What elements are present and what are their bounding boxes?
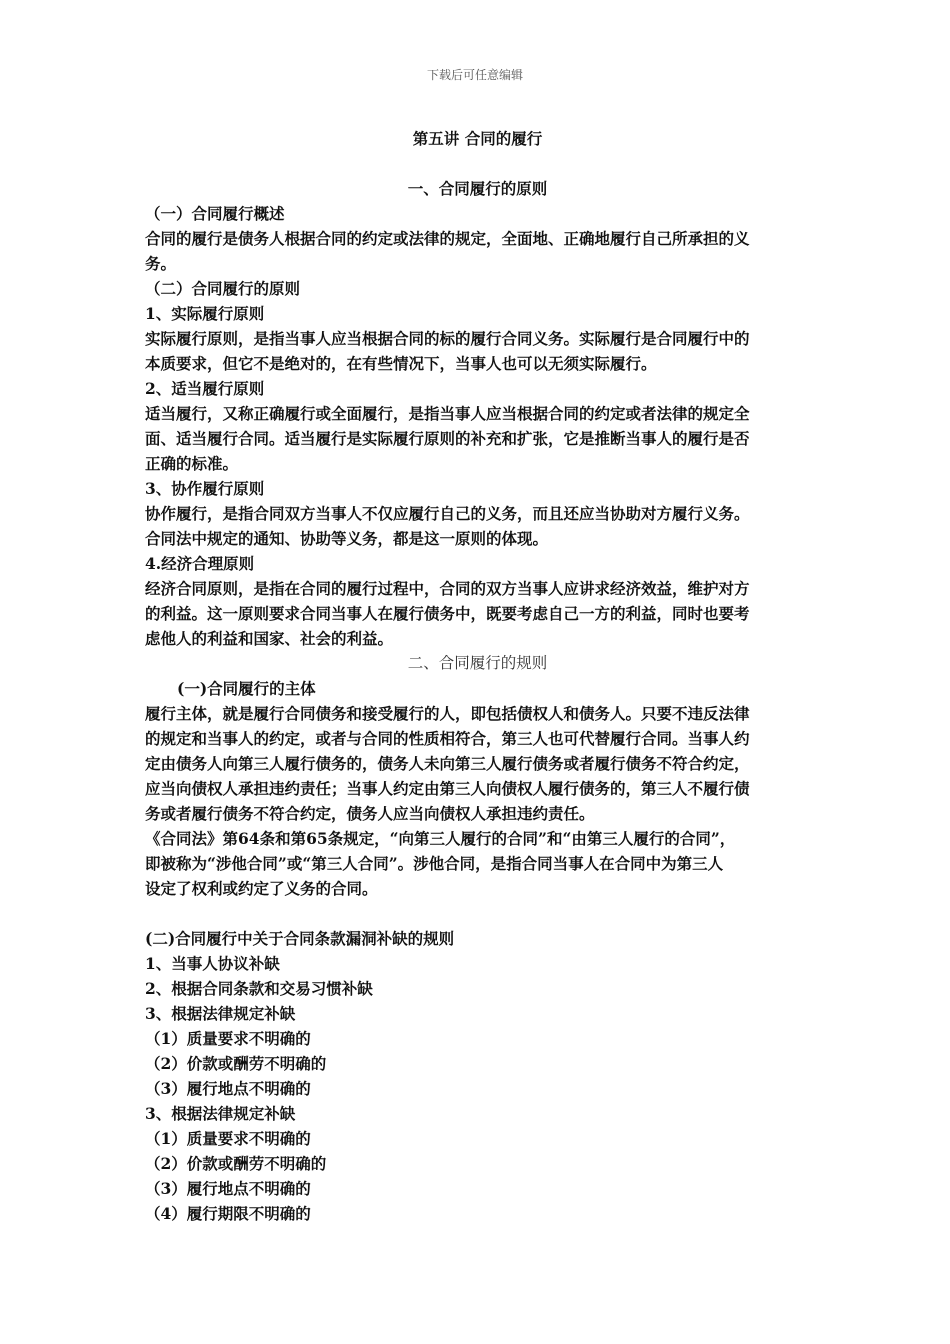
paragraph-line: 协作履行，是指合同双方当事人不仅应履行自己的义务，而且还应当协助对方履行义务。 [145, 504, 750, 523]
list-item: （1）质量要求不明确的 [145, 1029, 311, 1048]
principle-heading: 4.经济合理原则 [145, 554, 255, 573]
list-item: 3、根据法律规定补缺 [145, 1004, 296, 1023]
page-header-note: 下载后可任意编辑 [426, 68, 523, 82]
subheading: （一）合同履行概述 [145, 204, 285, 223]
paragraph-line: 设定了权利或约定了义务的合同。 [145, 879, 378, 898]
paragraph-line: 面、适当履行合同。适当履行是实际履行原则的补充和扩张，它是推断当事人的履行是否 [145, 429, 750, 448]
document-title: 第五讲 合同的履行 [412, 129, 543, 148]
list-item: 3、根据法律规定补缺 [145, 1104, 296, 1123]
paragraph-line: 正确的标准。 [145, 454, 239, 473]
list-item: （3）履行地点不明确的 [145, 1079, 311, 1098]
paragraph-line: 的利益。这一原则要求合同当事人在履行债务中，既要考虑自己一方的利益，同时也要考 [145, 604, 750, 623]
list-item: （4）履行期限不明确的 [145, 1204, 311, 1223]
paragraph-line: 务。 [145, 254, 177, 273]
paragraph-line: 经济合同原则，是指在合同的履行过程中，合同的双方当事人应讲求经济效益，维护对方 [145, 579, 750, 598]
subheading: (一)合同履行的主体 [177, 679, 316, 698]
paragraph-line: 本质要求，但它不是绝对的，在有些情况下，当事人也可以无须实际履行。 [145, 354, 657, 373]
principle-heading: 1、实际履行原则 [145, 304, 265, 323]
paragraph-line: 即被称为“涉他合同”或“第三人合同”。涉他合同，是指合同当事人在合同中为第三人 [145, 854, 724, 873]
list-item: 2、根据合同条款和交易习惯补缺 [145, 979, 373, 998]
subheading: (二)合同履行中关于合同条款漏洞补缺的规则 [145, 929, 455, 948]
section-heading-2: 二、合同履行的规则 [407, 654, 548, 672]
paragraph-line: 实际履行原则，是指当事人应当根据合同的标的履行合同义务。实际履行是合同履行中的 [145, 329, 750, 348]
subheading: （二）合同履行的原则 [145, 279, 301, 298]
paragraph-line: 的规定和当事人的约定，或者与合同的性质相符合，第三人也可代替履行合同。当事人约 [145, 729, 750, 748]
paragraph-line: 履行主体，就是履行合同债务和接受履行的人，即包括债权人和债务人。只要不违反法律 [145, 704, 750, 723]
list-item: （3）履行地点不明确的 [145, 1179, 311, 1198]
paragraph-line: 务或者履行债务不符合约定，债务人应当向债权人承担违约责任。 [145, 804, 595, 823]
paragraph-line: 《合同法》第64条和第65条规定，“向第三人履行的合同”和“由第三人履行的合同”， [145, 829, 736, 848]
principle-heading: 2、适当履行原则 [145, 379, 265, 398]
list-item: （1）质量要求不明确的 [145, 1129, 311, 1148]
list-item: 1、当事人协议补缺 [145, 954, 280, 973]
spacer [145, 151, 810, 176]
list-item: （2）价款或酬劳不明确的 [145, 1154, 327, 1173]
paragraph-line: 合同的履行是债务人根据合同的约定或法律的规定，全面地、正确地履行自己所承担的义 [145, 229, 750, 248]
paragraph-line: 适当履行，又称正确履行或全面履行，是指当事人应当根据合同的约定或者法律的规定全 [145, 404, 750, 423]
paragraph-line: 定由债务人向第三人履行债务的，债务人未向第三人履行债务或者履行债务不符合约定， [145, 754, 750, 773]
list-item: （2）价款或酬劳不明确的 [145, 1054, 327, 1073]
paragraph-line: 应当向债权人承担违约责任；当事人约定由第三人向债权人履行债务的，第三人不履行债 [145, 779, 750, 798]
paragraph-line: 合同法中规定的通知、协助等义务，都是这一原则的体现。 [145, 529, 549, 548]
principle-heading: 3、协作履行原则 [145, 479, 265, 498]
document-body [145, 126, 810, 1226]
spacer [145, 901, 810, 926]
section-heading-1: 一、合同履行的原则 [407, 179, 548, 198]
paragraph-line: 虑他人的利益和国家、社会的利益。 [145, 629, 394, 648]
